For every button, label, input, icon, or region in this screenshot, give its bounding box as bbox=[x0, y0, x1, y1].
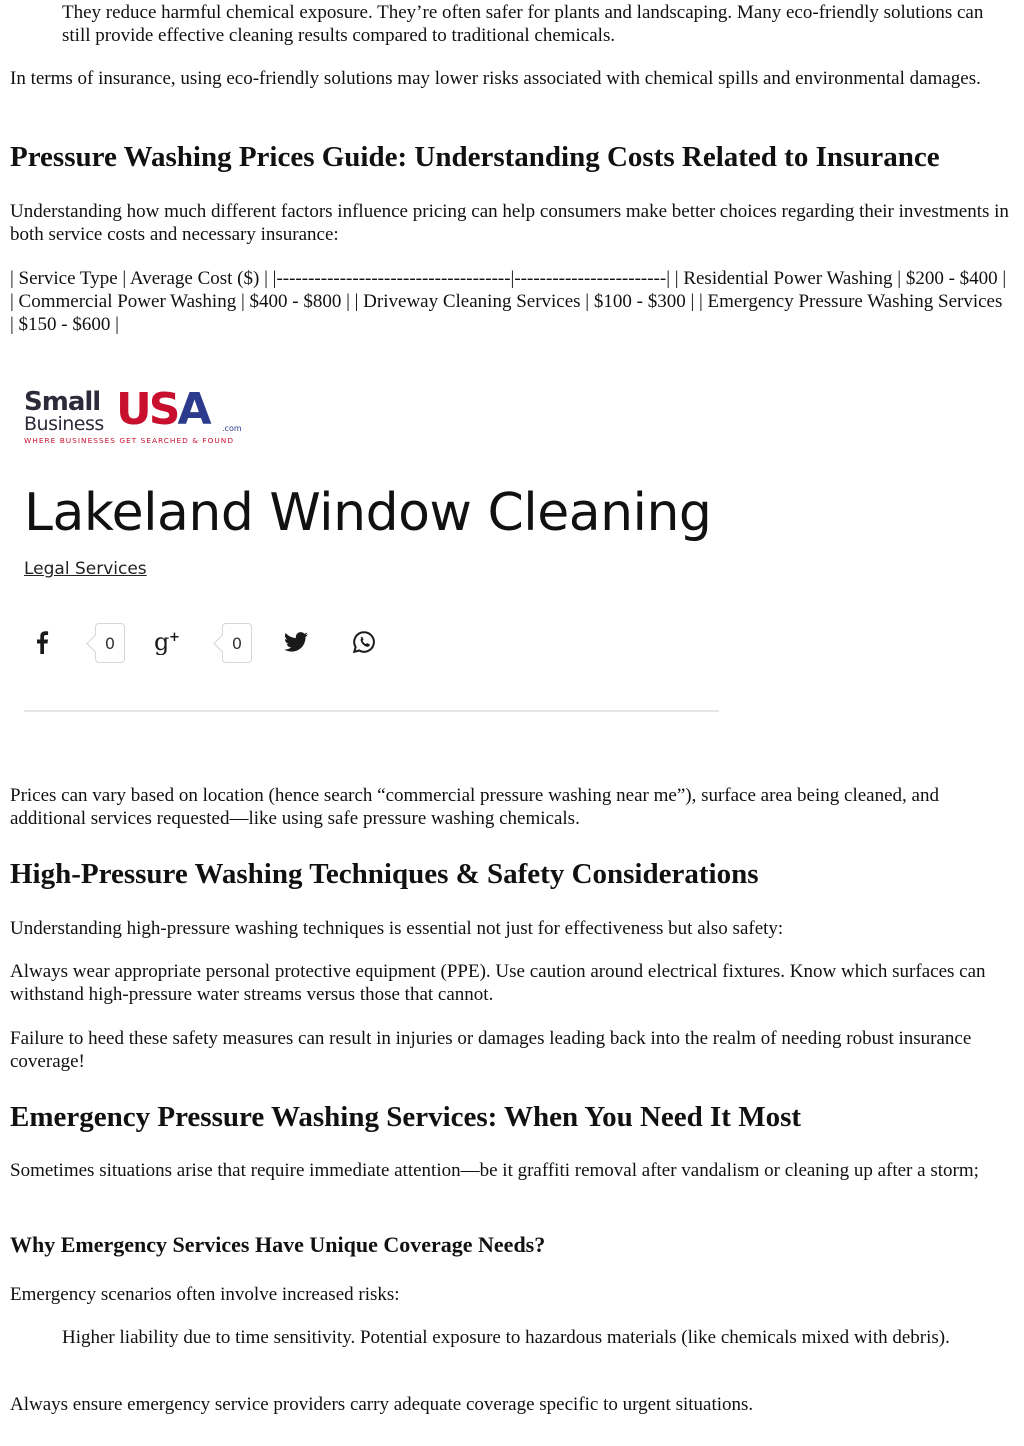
safety-failure-paragraph: Failure to heed these safety measures can result in injuries or damages leading back into the realm of needing robust insurance coverage! bbox=[10, 1028, 972, 1072]
google-plus-share-count: 0 bbox=[222, 623, 252, 663]
ppe-paragraph: Always wear appropriate personal protective equipment (PPE). Use caution around electrical fixtures. Know which surfaces can withstand high-pressure water streams versus those that cannot. bbox=[10, 961, 986, 1005]
whatsapp-share-button[interactable] bbox=[344, 622, 384, 662]
high-pressure-heading: High-Pressure Washing Techniques & Safety Considerations bbox=[10, 858, 759, 890]
business-title: Lakeland Window Cleaning bbox=[24, 483, 712, 543]
logo-business-text: Business bbox=[24, 413, 104, 435]
svg-text:g: g bbox=[154, 629, 170, 655]
price-table-text: | Service Type | Average Cost ($) | |-------------------------------------|------------------------| | Residential Power Washing | $200 - $400 | | Commercial Power Washing | $400 - $800 | | Driveway Cleaning Services | $100 - $300 | | Emergency Pressure Washing Services | $150 - $600 | bbox=[10, 268, 1007, 335]
logo-com-text: .com bbox=[222, 424, 242, 433]
facebook-share-button[interactable] bbox=[22, 622, 62, 662]
techniques-paragraph: Understanding high-pressure washing techniques is essential not just for effectiveness but also safety: bbox=[10, 918, 784, 939]
coverage-advice-paragraph: Always ensure emergency service providers carry adequate coverage specific to urgent situations. bbox=[10, 1394, 754, 1415]
coverage-needs-heading: Why Emergency Services Have Unique Coverage Needs? bbox=[10, 1232, 546, 1257]
category-link[interactable]: Legal Services bbox=[24, 559, 147, 579]
twitter-share-button[interactable] bbox=[276, 622, 316, 662]
insurance-paragraph: In terms of insurance, using eco-friendly solutions may lower risks associated with chemical spills and environmental damages. bbox=[10, 68, 981, 89]
prices-guide-heading: Pressure Washing Prices Guide: Understanding Costs Related to Insurance bbox=[10, 141, 940, 173]
price-variation-paragraph: Prices can vary based on location (hence search “commercial pressure washing near me”), surface area being cleaned, and additional services requested—like using safe pressure washing chemicals. bbox=[10, 785, 939, 829]
facebook-share-count: 0 bbox=[95, 623, 125, 663]
logo-tagline: WHERE BUSINESSES GET SEARCHED & FOUND bbox=[24, 436, 235, 445]
emergency-intro-paragraph: Sometimes situations arise that require immediate attention—be it graffiti removal after vandalism or cleaning up after a storm; bbox=[10, 1160, 979, 1181]
risks-paragraph: Emergency scenarios often involve increased risks: bbox=[10, 1284, 400, 1305]
small-business-usa-logo[interactable] bbox=[24, 384, 244, 448]
liability-paragraph: Higher liability due to time sensitivity. Potential exposure to hazardous materials (like chemicals mixed with debris). bbox=[62, 1327, 950, 1348]
twitter-icon bbox=[284, 632, 308, 652]
google-plus-icon bbox=[154, 629, 184, 655]
eco-benefits-paragraph: They reduce harmful chemical exposure. They’re often safer for plants and landscaping. Many eco-friendly solutions can still provide effective cleaning results compared to traditional chemicals. bbox=[62, 2, 984, 46]
facebook-icon bbox=[35, 630, 49, 654]
google-plus-share-button[interactable] bbox=[149, 622, 189, 662]
pricing-intro-paragraph: Understanding how much different factors influence pricing can help consumers make better choices regarding their investments in both service costs and necessary insurance: bbox=[10, 201, 1009, 245]
card-divider bbox=[24, 710, 719, 712]
logo-usa-mark: USA bbox=[116, 384, 209, 435]
logo-small-text: Small bbox=[24, 387, 101, 417]
emergency-services-heading: Emergency Pressure Washing Services: When You Need It Most bbox=[10, 1101, 802, 1133]
whatsapp-icon bbox=[352, 630, 376, 654]
svg-text:+: + bbox=[169, 630, 180, 645]
